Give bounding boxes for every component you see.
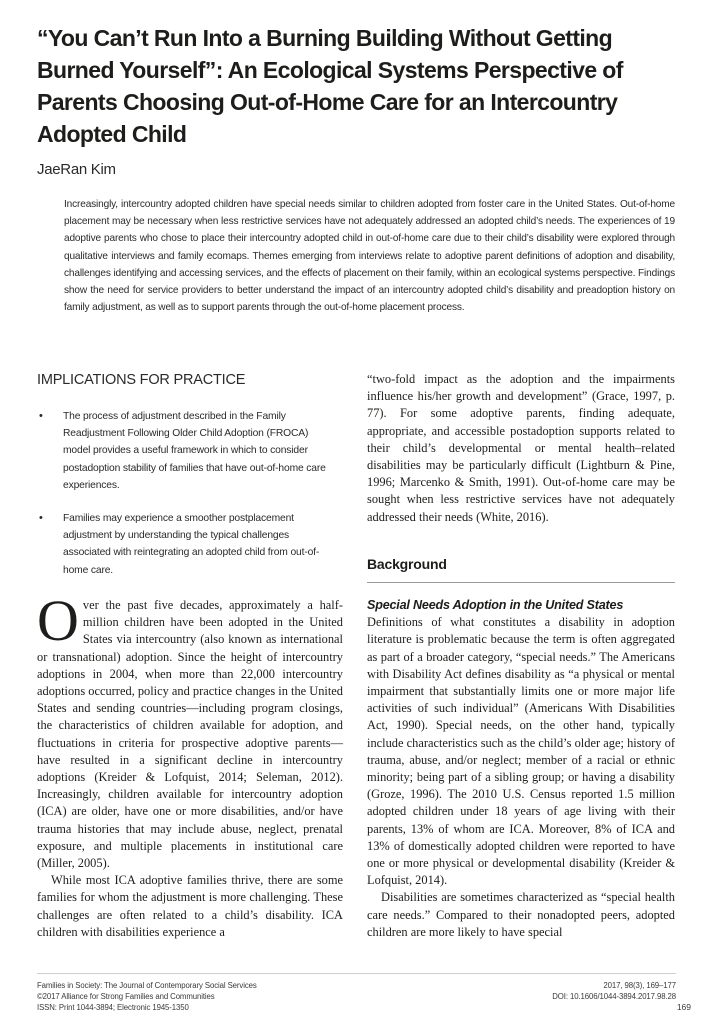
implications-item-text: Families may experience a smoother postplacement adjustment by understanding the typical challenges associated with reintegrating an adopted child from out-of-home care. (63, 513, 320, 576)
section-divider (367, 582, 675, 583)
subsection-heading: Special Needs Adoption in the United States (367, 598, 624, 612)
implications-for-practice-box (37, 370, 337, 595)
journal-name: Families in Society: The Journal of Contemporary Social Services (37, 981, 257, 990)
page-number: 169 (676, 1002, 691, 1012)
body-paragraph: Disabilities are sometimes characterized as “special health care needs.” Compared to their nonadopted peers, adopted children are more likely to have special (367, 890, 675, 939)
footer-citation-info (552, 980, 676, 1002)
drop-cap: O (37, 588, 79, 653)
body-paragraph: While most ICA adoptive families thrive, there are some families for whom the adjustment is more challenging. These challenges are often related to a child’s disability. ICA children with disabilities experience a (37, 873, 343, 939)
implications-list-item (37, 408, 337, 494)
footer-journal-info (37, 980, 257, 1013)
author-name: JaeRan Kim (37, 161, 116, 178)
implications-item-text: The process of adjustment described in the Family Readjustment Following Older Child Adoption (FROCA) model provides a useful framework in which to consider postadoption stability of families that have out-of-home care experiences. (63, 411, 326, 491)
implications-heading: IMPLICATIONS FOR PRACTICE (37, 372, 246, 388)
body-column-right-continuation (367, 371, 675, 526)
article-title: “You Can’t Run Into a Burning Building Without Getting Burned Yourself”: An Ecological Systems Perspective of Parents Choosing Out-of-Home Care for an Intercountry Adopted Child (37, 25, 623, 147)
intro-paragraph-text: ver the past five decades, approximately a half-million children have been adopted in the United States via intercountry (also known as international or transnational) adoption. Since the height of intercountry adoptions in 2004, when more than 22,000 intercountry adoptions occurred, policy and practice changes in the United States and sending countries—including program closings, the characteristics of children available for adoption, and fluctuations in criteria for prospective adoptive parents—have resulted in a significant decline in intercountry adoptions (Kreider & Lofquist, 2014; Seleman, 2012). Increasingly, children available for intercountry adoption (ICA) are older, have one or more disabilities, and/or have trauma histories that may include abuse, neglect, prenatal exposure, and multiple placements in institutional care (Miller, 2005). (37, 598, 343, 871)
body-paragraph: Definitions of what constitutes a disability in adoption literature is problematic because the term is often aggregated as part of a broader category, “special needs.” The Americans with Disability Act defines disability as “a physical or mental impairment that substantially limits one or more major life activities of such individual” (Americans With Disabilities Act, 1990). Special needs, on the other hand, typically include characteristics such as the child’s older age; history of trauma, abuse, and/or neglect; member of a racial or ethnic minority; being part of a sibling group; or having a disability (Groze, 1996). The 2010 U.S. Census reported 1.5 million adopted children under 18 years of age living with their parents, 13% of whom are ICA. Moreover, 8% of ICA and 13% of domestically adopted children were reported to have one or more physical or developmental disability (Kreider & Lofquist, 2014). (367, 615, 675, 888)
intro-paragraph (37, 588, 343, 872)
abstract: Increasingly, intercountry adopted children have special needs similar to children adopted from foster care in the United States. Out-of-home placement may be necessary when less restrictive services have not adequately addressed an adopted child’s needs. The experiences of 19 adoptive parents who chose to place their intercountry adopted child in out-of-home care due to their child’s disability were explored through qualitative interviews and family ecomaps. Themes emerging from interviews relate to adoptive parent definitions of adoption and disability, challenges identifying and accessing services, and the effects of placement on their family, within an ecological systems perspective. Findings show the need for service providers to better understand the impact of an intercountry adopted child’s disability and preadoption history on family adjustment, as well as to support parents through the out-of-home placement process. (64, 199, 675, 314)
body-column-left (37, 588, 343, 941)
issn: ISSN: Print 1044-3894; Electronic 1945-1350 (37, 1003, 189, 1012)
footer-divider (37, 973, 676, 974)
body-column-right (367, 597, 675, 941)
bullet-icon: • (39, 512, 43, 525)
section-heading-background: Background (367, 556, 447, 572)
volume-citation: 2017, 98(3), 169–177 (603, 981, 676, 990)
doi: DOI: 10.1606/1044-3894.2017.98.28 (552, 992, 676, 1001)
bullet-icon: • (39, 410, 43, 422)
implications-list-item (37, 510, 337, 579)
implications-list (37, 408, 337, 579)
copyright-notice: ©2017 Alliance for Strong Families and Communities (37, 992, 215, 1001)
continuation-paragraph: “two-fold impact as the adoption and the impairments influence his/her growth and development” (Grace, 1997, p. 77). For some adoptive parents, finding adequate, appropriate, and accessible postadoption supports related to their child’s developmental or mental health–related disabilities may be particularly difficult (Lightburn & Pine, 1996; Marcenko & Smith, 1991). Out-of-home care may be sought when less restrictive services have not adequately addressed their needs (White, 2016). (367, 372, 675, 524)
